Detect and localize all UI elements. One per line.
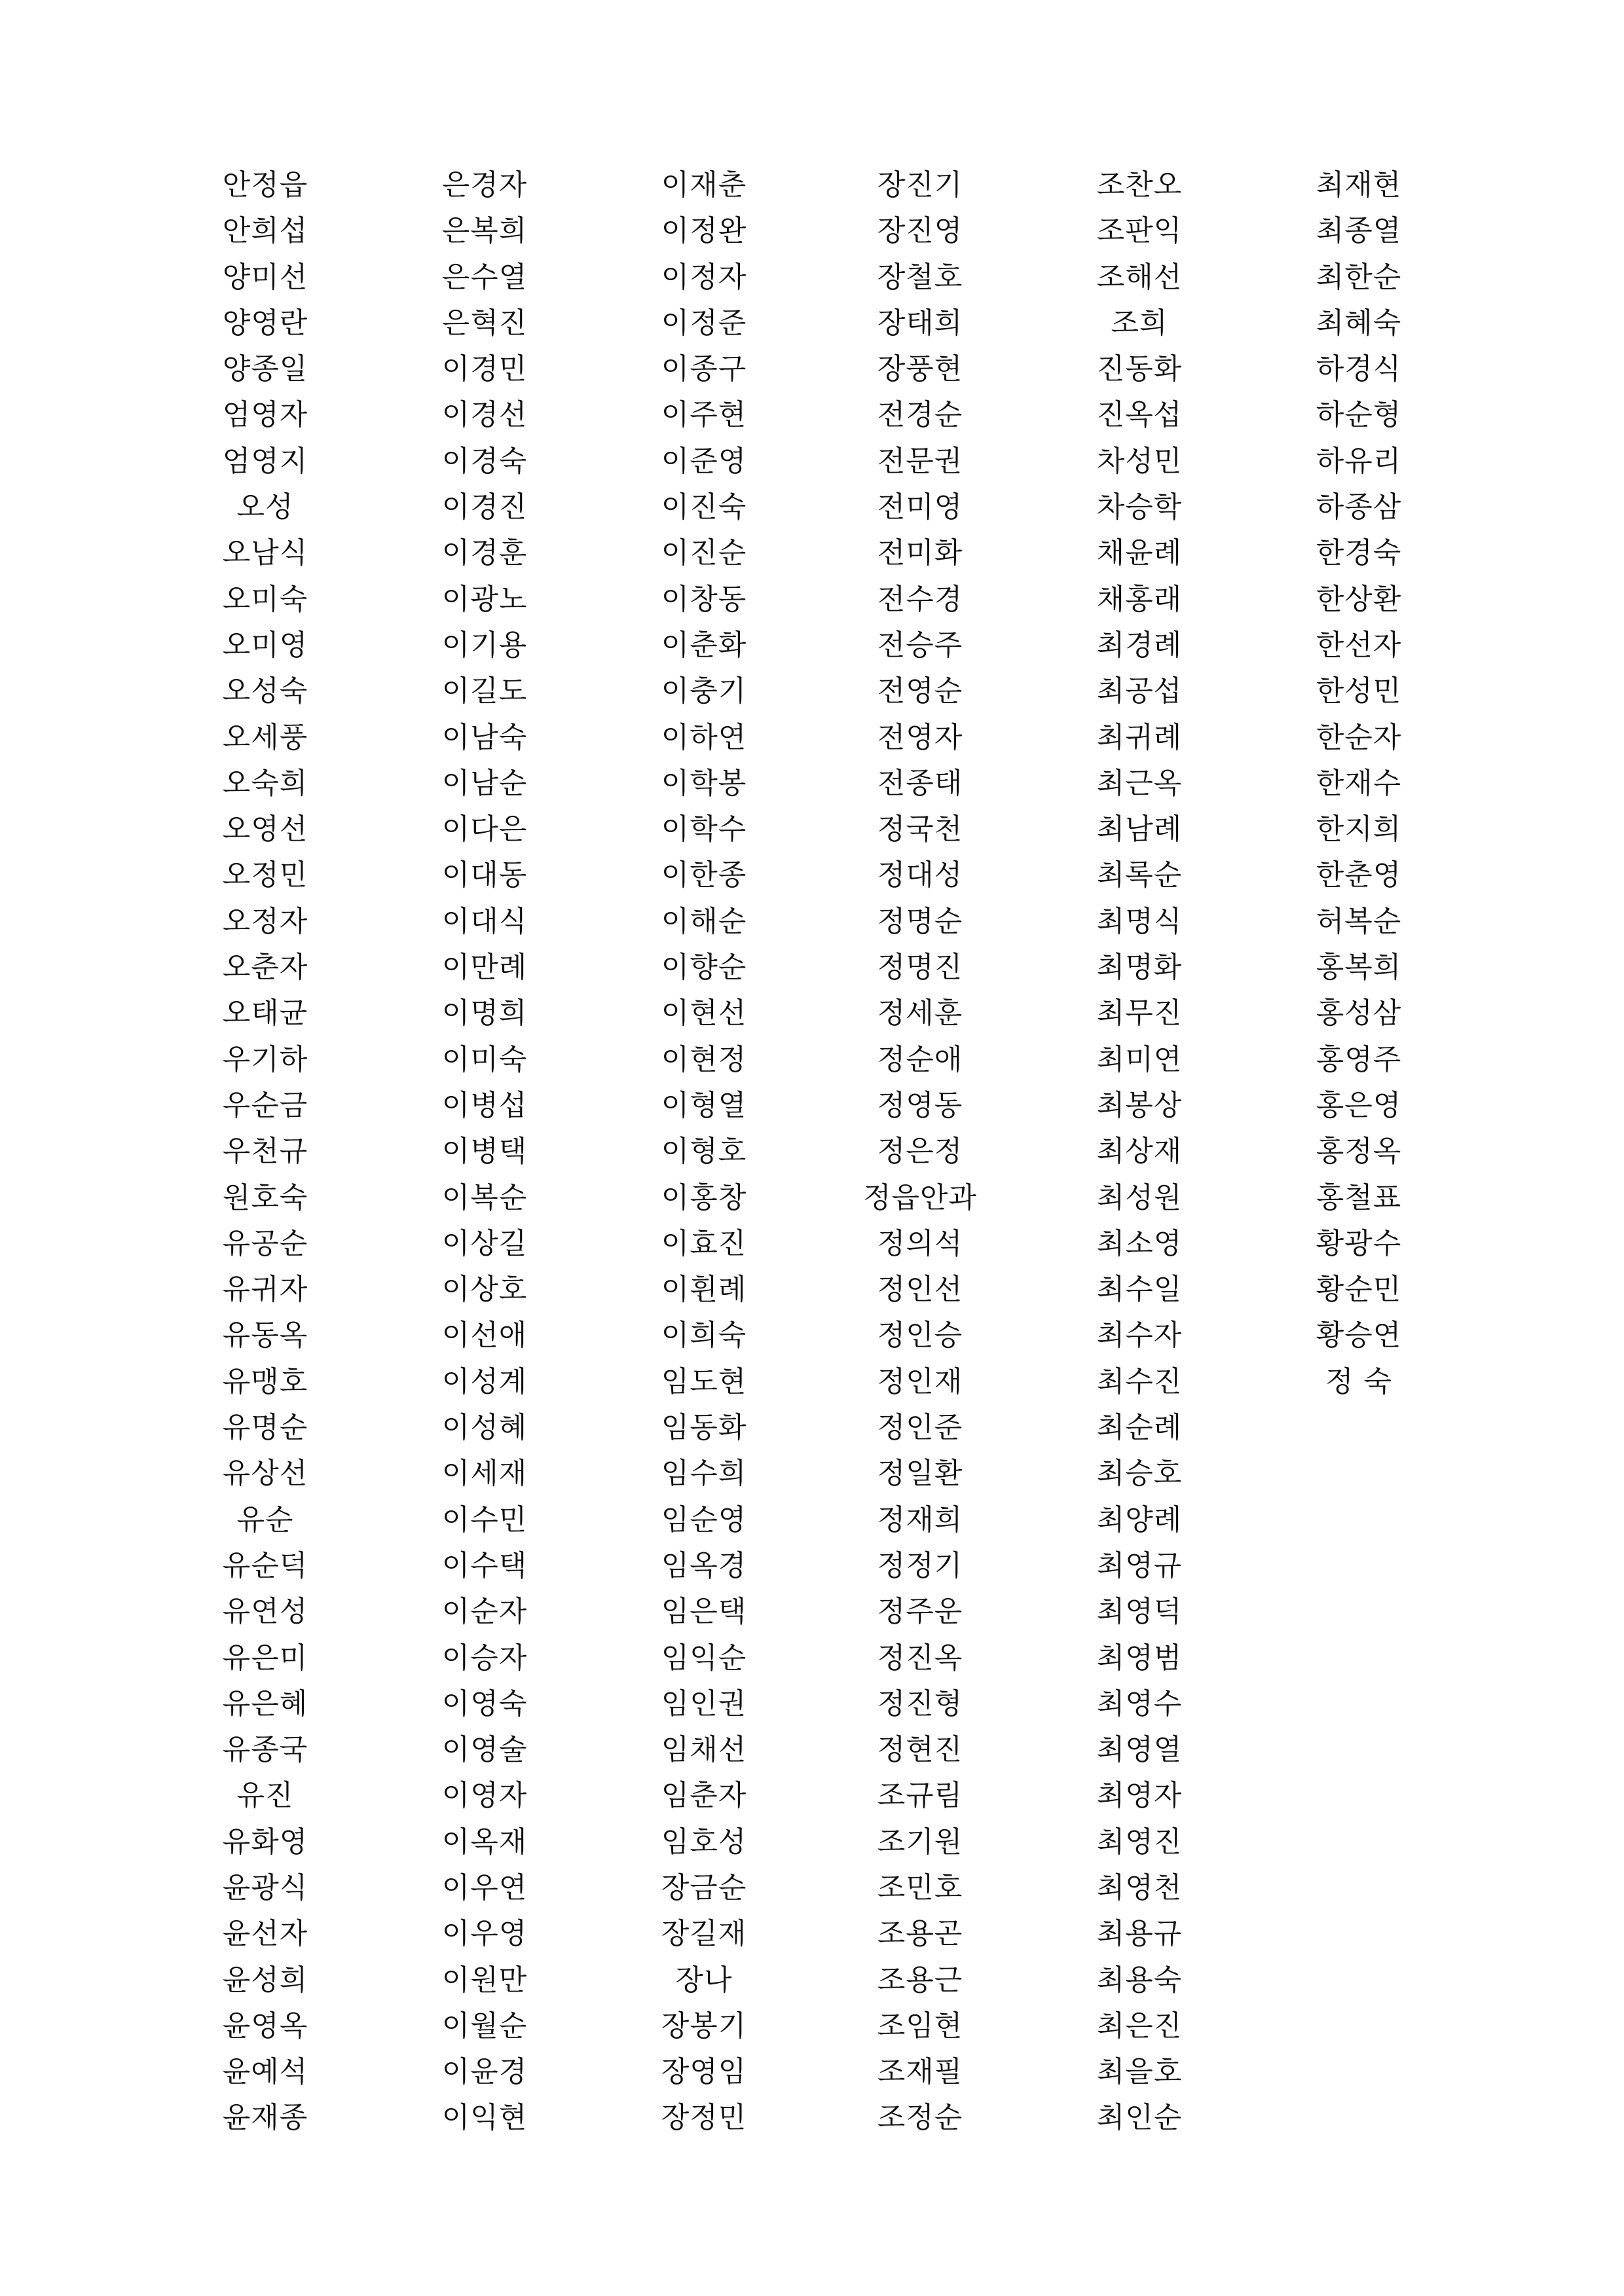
name-entry: 이남순: [441, 766, 528, 800]
name-entry: 한상환: [1316, 582, 1402, 616]
name-entry: 홍철표: [1316, 1180, 1402, 1214]
name-entry: 이학봉: [661, 766, 747, 800]
name-entry: 황광수: [1316, 1226, 1402, 1260]
name-entry: 최남례: [1096, 812, 1183, 847]
name-entry: 임춘자: [661, 1779, 747, 1813]
name-entry: 유명순: [222, 1411, 308, 1445]
name-entry: 유화영: [222, 1825, 308, 1859]
name-entry: 최명식: [1096, 904, 1183, 938]
name-entry: 정 숙: [1325, 1364, 1392, 1398]
name-entry: 임인권: [661, 1686, 747, 1721]
name-column-4: [845, 162, 995, 2141]
name-entry: 은복희: [441, 214, 528, 248]
name-entry: 안정읍: [222, 168, 308, 202]
name-entry: 최승호: [1096, 1457, 1183, 1491]
name-entry: 최종열: [1316, 214, 1402, 248]
name-entry: 장태희: [877, 306, 963, 340]
name-entry: 장영임: [661, 2055, 747, 2089]
name-column-5: [1064, 162, 1215, 2141]
name-entry: 한경숙: [1316, 536, 1402, 570]
name-entry: 유연성: [222, 1595, 308, 1629]
name-entry: 정국천: [877, 812, 963, 847]
name-entry: 정대성: [877, 858, 963, 892]
name-column-6: [1283, 162, 1434, 1405]
name-entry: 황승연: [1316, 1319, 1402, 1353]
name-column-1: [190, 162, 341, 2141]
name-entry: 장철호: [877, 260, 963, 294]
name-entry: 유종국: [222, 1733, 308, 1767]
name-entry: 이진숙: [661, 490, 747, 524]
name-entry: 임옥경: [661, 1548, 747, 1582]
name-entry: 최영진: [1096, 1825, 1183, 1859]
name-entry: 이경숙: [441, 444, 528, 478]
name-entry: 한지희: [1316, 812, 1402, 847]
name-entry: 차승학: [1096, 490, 1183, 524]
name-entry: 유진: [236, 1779, 294, 1813]
name-entry: 임채선: [661, 1733, 747, 1767]
name-entry: 장길재: [661, 1917, 747, 1951]
name-entry: 이선애: [441, 1319, 528, 1353]
name-entry: 오숙희: [222, 766, 308, 800]
name-entry: 정영동: [877, 1088, 963, 1122]
name-entry: 이한종: [661, 858, 747, 892]
name-entry: 이해순: [661, 904, 747, 938]
name-entry: 이정준: [661, 306, 747, 340]
name-entry: 최상재: [1096, 1135, 1183, 1169]
name-entry: 임동화: [661, 1411, 747, 1445]
name-entry: 장금순: [661, 1870, 747, 1904]
name-entry: 이광노: [441, 582, 528, 616]
name-entry: 최록순: [1096, 858, 1183, 892]
name-entry: 최을호: [1096, 2055, 1183, 2089]
name-entry: 은경자: [441, 168, 528, 202]
name-entry: 오영선: [222, 812, 308, 847]
name-entry: 임도현: [661, 1364, 747, 1398]
name-entry: 최봉상: [1096, 1088, 1183, 1122]
name-entry: 홍정옥: [1316, 1135, 1402, 1169]
name-entry: 조기원: [877, 1825, 963, 1859]
name-entry: 조찬오: [1096, 168, 1183, 202]
name-entry: 오세풍: [222, 720, 308, 754]
name-entry: 최영덕: [1096, 1595, 1183, 1629]
name-entry: 이병택: [441, 1135, 528, 1169]
name-entry: 전영순: [877, 674, 963, 708]
name-entry: 이상호: [441, 1273, 528, 1307]
name-entry: 최명화: [1096, 951, 1183, 985]
name-entry: 우순금: [222, 1088, 308, 1122]
name-entry: 최소영: [1096, 1226, 1183, 1260]
name-entry: 최혜숙: [1316, 306, 1402, 340]
name-column-3: [629, 162, 779, 2141]
name-entry: 정인재: [877, 1364, 963, 1398]
name-entry: 이미숙: [441, 1042, 528, 1076]
name-entry: 최용숙: [1096, 1963, 1183, 1997]
name-entry: 이진순: [661, 536, 747, 570]
name-entry: 이대동: [441, 858, 528, 892]
name-entry: 조해선: [1096, 260, 1183, 294]
name-entry: 유맹호: [222, 1364, 308, 1398]
name-entry: 전문권: [877, 444, 963, 478]
name-entry: 이효진: [661, 1226, 747, 1260]
name-entry: 엄영자: [222, 398, 308, 432]
name-entry: 이영술: [441, 1733, 528, 1767]
name-entry: 채윤례: [1096, 536, 1183, 570]
name-entry: 오성숙: [222, 674, 308, 708]
name-entry: 장진영: [877, 214, 963, 248]
name-entry: 이경진: [441, 490, 528, 524]
name-entry: 정은정: [877, 1135, 963, 1169]
name-entry: 이병섭: [441, 1088, 528, 1122]
name-entry: 이수택: [441, 1548, 528, 1582]
name-entry: 이성계: [441, 1364, 528, 1398]
name-entry: 윤선자: [222, 1917, 308, 1951]
name-entry: 최근옥: [1096, 766, 1183, 800]
name-entry: 정순애: [877, 1042, 963, 1076]
name-entry: 정현진: [877, 1733, 963, 1767]
name-entry: 이정자: [661, 260, 747, 294]
name-entry: 오남식: [222, 536, 308, 570]
name-entry: 전승주: [877, 628, 963, 662]
name-entry: 최용규: [1096, 1917, 1183, 1951]
name-entry: 이휜례: [661, 1273, 747, 1307]
name-entry: 하경식: [1316, 352, 1402, 386]
name-entry: 이만례: [441, 951, 528, 985]
name-entry: 이명희: [441, 996, 528, 1030]
name-entry: 이현정: [661, 1042, 747, 1076]
name-entry: 우천규: [222, 1135, 308, 1169]
name-entry: 유동옥: [222, 1319, 308, 1353]
name-entry: 오정민: [222, 858, 308, 892]
name-entry: 정진옥: [877, 1641, 963, 1675]
name-entry: 최영수: [1096, 1686, 1183, 1721]
name-entry: 정명진: [877, 951, 963, 985]
name-entry: 이홍창: [661, 1180, 747, 1214]
name-entry: 오미영: [222, 628, 308, 662]
name-entry: 양영란: [222, 306, 308, 340]
name-entry: 진옥섭: [1096, 398, 1183, 432]
name-entry: 윤성희: [222, 1963, 308, 1997]
name-entry: 최순례: [1096, 1411, 1183, 1445]
name-entry: 이학수: [661, 812, 747, 847]
name-entry: 오미숙: [222, 582, 308, 616]
name-entry: 하유리: [1316, 444, 1402, 478]
name-entry: 최재현: [1316, 168, 1402, 202]
name-entry: 하순형: [1316, 398, 1402, 432]
name-entry: 최귀례: [1096, 720, 1183, 754]
name-entry: 이익현: [441, 2101, 528, 2135]
name-entry: 오태균: [222, 996, 308, 1030]
name-entry: 이종구: [661, 352, 747, 386]
name-entry: 이준영: [661, 444, 747, 478]
name-entry: 채홍래: [1096, 582, 1183, 616]
name-entry: 이옥재: [441, 1825, 528, 1859]
name-entry: 최무진: [1096, 996, 1183, 1030]
name-entry: 정재희: [877, 1503, 963, 1537]
name-entry: 이길도: [441, 674, 528, 708]
name-entry: 오춘자: [222, 951, 308, 985]
name-entry: 홍복희: [1316, 951, 1402, 985]
name-entry: 정읍안과: [862, 1180, 977, 1214]
name-entry: 임익순: [661, 1641, 747, 1675]
name-entry: 최수진: [1096, 1364, 1183, 1398]
name-entry: 황순민: [1316, 1273, 1402, 1307]
name-entry: 이순자: [441, 1595, 528, 1629]
name-entry: 이형호: [661, 1135, 747, 1169]
name-entry: 최공섭: [1096, 674, 1183, 708]
name-entry: 이세재: [441, 1457, 528, 1491]
name-entry: 이형열: [661, 1088, 747, 1122]
name-entry: 유순: [236, 1503, 294, 1537]
name-entry: 정세훈: [877, 996, 963, 1030]
name-entry: 은수열: [441, 260, 528, 294]
name-entry: 차성민: [1096, 444, 1183, 478]
name-entry: 이춘화: [661, 628, 747, 662]
name-entry: 유은미: [222, 1641, 308, 1675]
name-entry: 최미연: [1096, 1042, 1183, 1076]
name-entry: 조재필: [877, 2055, 963, 2089]
name-entry: 홍성삼: [1316, 996, 1402, 1030]
name-entry: 정주운: [877, 1595, 963, 1629]
name-entry: 이재춘: [661, 168, 747, 202]
name-entry: 우기하: [222, 1042, 308, 1076]
name-entry: 이경민: [441, 352, 528, 386]
name-entry: 이수민: [441, 1503, 528, 1537]
name-entry: 정인승: [877, 1319, 963, 1353]
name-entry: 홍영주: [1316, 1042, 1402, 1076]
name-entry: 정정기: [877, 1548, 963, 1582]
name-entry: 전미화: [877, 536, 963, 570]
name-column-2: [409, 162, 560, 2141]
name-entry: 한춘영: [1316, 858, 1402, 892]
name-entry: 이희숙: [661, 1319, 747, 1353]
name-entry: 조민호: [877, 1870, 963, 1904]
name-entry: 이남숙: [441, 720, 528, 754]
name-entry: 이향순: [661, 951, 747, 985]
name-entry: 이정완: [661, 214, 747, 248]
name-entry: 이상길: [441, 1226, 528, 1260]
name-entry: 정인준: [877, 1411, 963, 1445]
name-entry: 전영자: [877, 720, 963, 754]
name-entry: 임순영: [661, 1503, 747, 1537]
name-entry: 한재수: [1316, 766, 1402, 800]
name-entry: 이영숙: [441, 1686, 528, 1721]
name-entry: 임은택: [661, 1595, 747, 1629]
name-entry: 최수일: [1096, 1273, 1183, 1307]
name-entry: 정인선: [877, 1273, 963, 1307]
name-entry: 이복순: [441, 1180, 528, 1214]
name-entry: 윤광식: [222, 1870, 308, 1904]
name-entry: 최영자: [1096, 1779, 1183, 1813]
name-entry: 전미영: [877, 490, 963, 524]
name-entry: 조규림: [877, 1779, 963, 1813]
name-entry: 이대식: [441, 904, 528, 938]
name-entry: 전경순: [877, 398, 963, 432]
name-entry: 원호숙: [222, 1180, 308, 1214]
name-entry: 장진기: [877, 168, 963, 202]
name-entry: 조희: [1111, 306, 1168, 340]
name-entry: 유귀자: [222, 1273, 308, 1307]
name-entry: 장정민: [661, 2101, 747, 2135]
name-entry: 장풍현: [877, 352, 963, 386]
name-entry: 한성민: [1316, 674, 1402, 708]
name-entry: 양종일: [222, 352, 308, 386]
name-entry: 이월순: [441, 2009, 528, 2043]
name-entry: 이창동: [661, 582, 747, 616]
name-entry: 정일환: [877, 1457, 963, 1491]
name-entry: 정의석: [877, 1226, 963, 1260]
name-entry: 최수자: [1096, 1319, 1183, 1353]
name-entry: 유상선: [222, 1457, 308, 1491]
name-entry: 오성: [236, 490, 294, 524]
name-entry: 최성원: [1096, 1180, 1183, 1214]
name-entry: 안희섭: [222, 214, 308, 248]
name-entry: 엄영지: [222, 444, 308, 478]
name-entry: 최영천: [1096, 1870, 1183, 1904]
name-entry: 장나: [675, 1963, 733, 1997]
name-entry: 윤예석: [222, 2055, 308, 2089]
name-entry: 최인순: [1096, 2101, 1183, 2135]
name-entry: 홍은영: [1316, 1088, 1402, 1122]
name-entry: 조임현: [877, 2009, 963, 2043]
name-entry: 진동화: [1096, 352, 1183, 386]
name-entry: 최영범: [1096, 1641, 1183, 1675]
name-entry: 최은진: [1096, 2009, 1183, 2043]
name-entry: 이승자: [441, 1641, 528, 1675]
name-entry: 이충기: [661, 674, 747, 708]
name-entry: 이다은: [441, 812, 528, 847]
name-entry: 전수경: [877, 582, 963, 616]
name-entry: 정진형: [877, 1686, 963, 1721]
name-entry: 한선자: [1316, 628, 1402, 662]
name-entry: 이원만: [441, 1963, 528, 1997]
name-entry: 윤재종: [222, 2101, 308, 2135]
name-entry: 최영규: [1096, 1548, 1183, 1582]
name-entry: 양미선: [222, 260, 308, 294]
name-entry: 임호성: [661, 1825, 747, 1859]
name-entry: 이성혜: [441, 1411, 528, 1445]
name-entry: 정명순: [877, 904, 963, 938]
name-entry: 한순자: [1316, 720, 1402, 754]
name-entry: 최영열: [1096, 1733, 1183, 1767]
name-entry: 최한순: [1316, 260, 1402, 294]
name-entry: 최경례: [1096, 628, 1183, 662]
name-entry: 유은혜: [222, 1686, 308, 1721]
name-entry: 이현선: [661, 996, 747, 1030]
name-entry: 유순덕: [222, 1548, 308, 1582]
name-entry: 이우연: [441, 1870, 528, 1904]
name-entry: 이하연: [661, 720, 747, 754]
name-entry: 조정순: [877, 2101, 963, 2135]
name-entry: 윤영옥: [222, 2009, 308, 2043]
name-entry: 이우영: [441, 1917, 528, 1951]
name-entry: 이경훈: [441, 536, 528, 570]
name-entry: 전종태: [877, 766, 963, 800]
name-entry: 이경선: [441, 398, 528, 432]
name-entry: 이윤경: [441, 2055, 528, 2089]
name-entry: 하종삼: [1316, 490, 1402, 524]
name-entry: 조용곤: [877, 1917, 963, 1951]
name-entry: 최양례: [1096, 1503, 1183, 1537]
name-entry: 유공순: [222, 1226, 308, 1260]
name-entry: 은혁진: [441, 306, 528, 340]
name-entry: 이기용: [441, 628, 528, 662]
name-entry: 조용근: [877, 1963, 963, 1997]
name-entry: 이영자: [441, 1779, 528, 1813]
name-entry: 장봉기: [661, 2009, 747, 2043]
name-entry: 허복순: [1316, 904, 1402, 938]
name-entry: 조판익: [1096, 214, 1183, 248]
name-entry: 이주현: [661, 398, 747, 432]
name-entry: 오정자: [222, 904, 308, 938]
name-entry: 임수희: [661, 1457, 747, 1491]
